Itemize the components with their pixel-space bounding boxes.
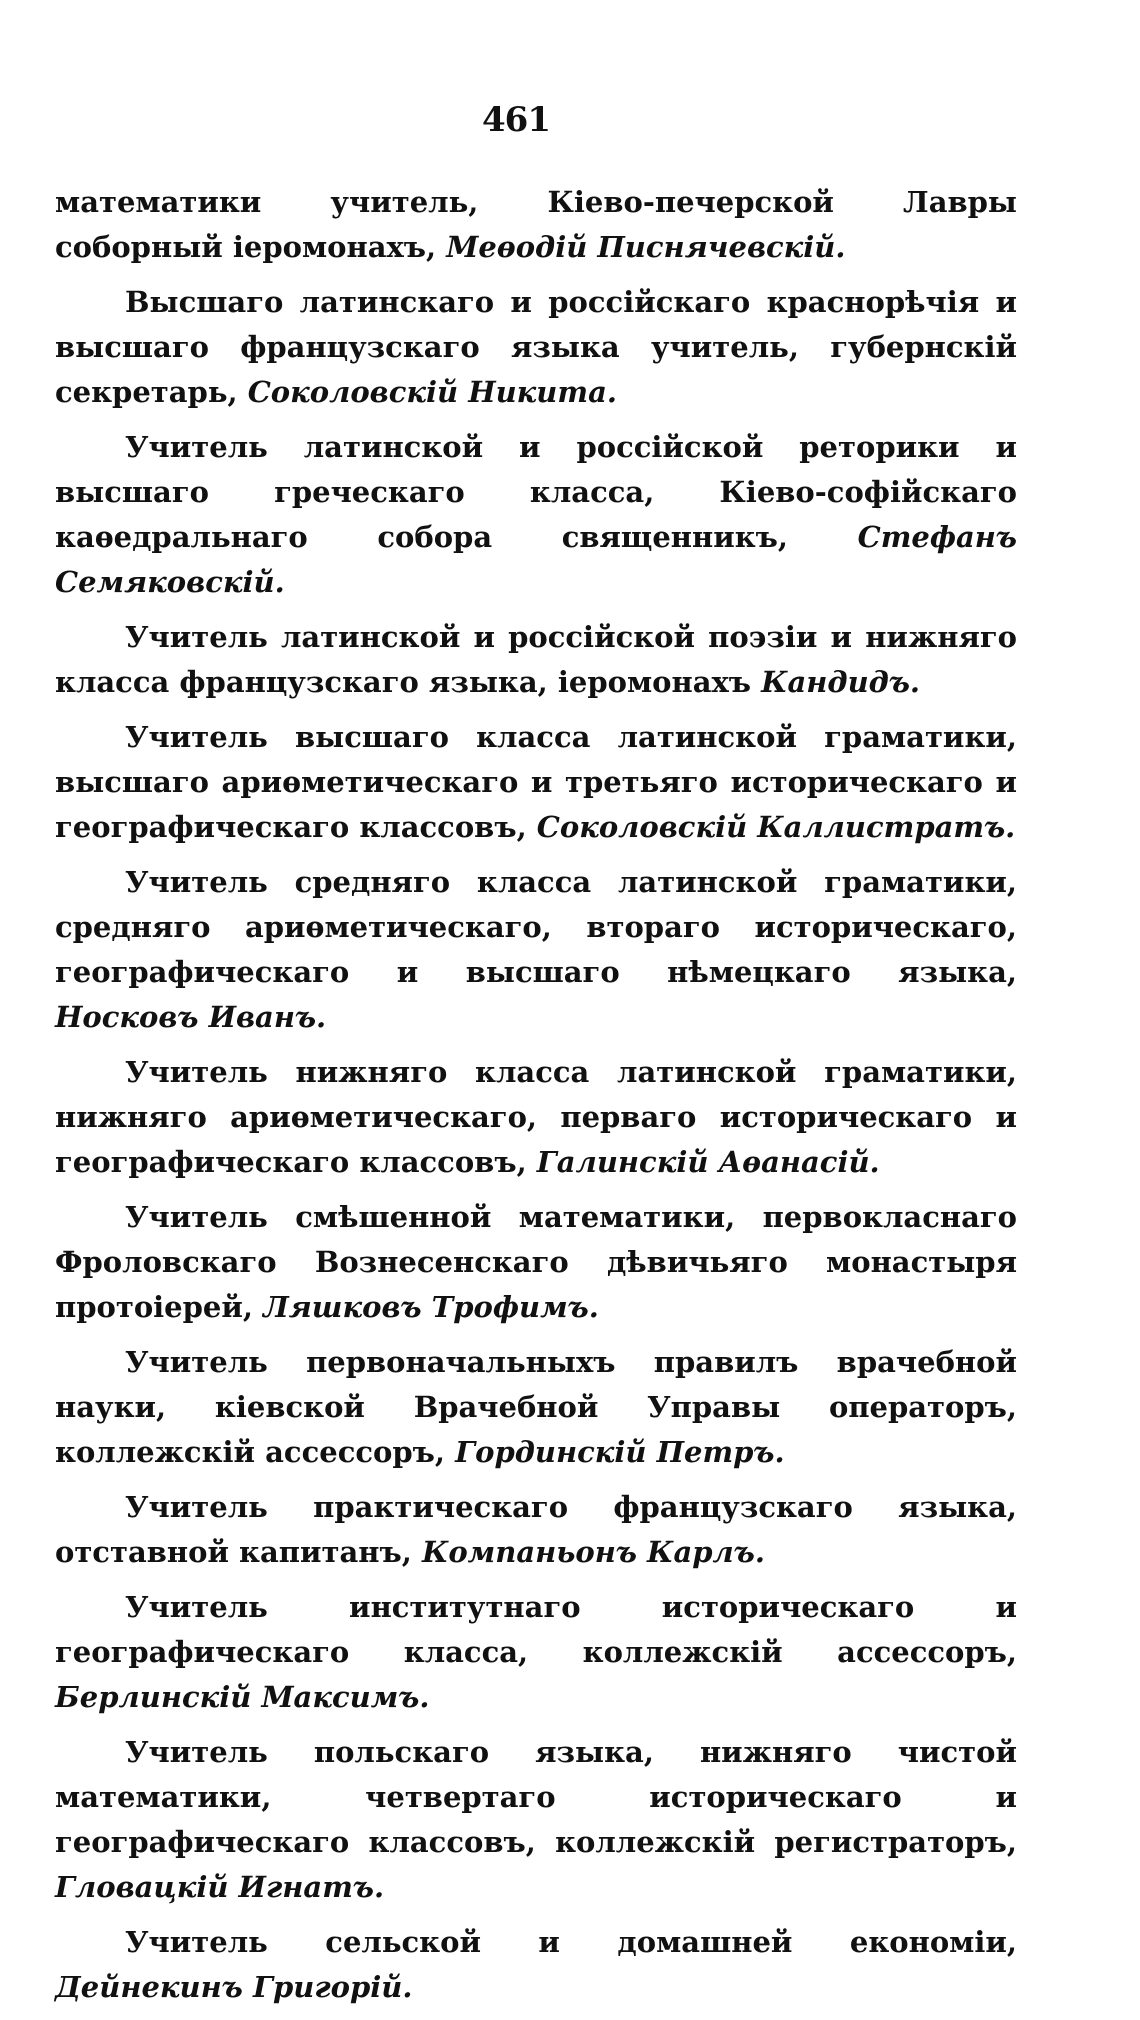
- person-name: Гловацкій Игнатъ.: [55, 1870, 385, 1904]
- paragraph-8: [55, 1195, 1017, 1330]
- paragraph-text: Учитель высшаго класса латинской граматики, высшаго ариѳметическаго и третьяго историческаго и географическаго классовъ,: [55, 720, 1017, 844]
- person-name: Меѳодій Писнячевскій.: [446, 230, 846, 264]
- person-name: Дейнекинъ Григорій.: [55, 1970, 413, 2004]
- paragraph-text: Учитель институтнаго историческаго и географическаго класса, коллежскій ассессоръ,: [55, 1590, 1017, 1669]
- paragraph-text: Учитель польскаго языка, нижняго чистой математики, четвертаго историческаго и географическаго классовъ, коллежскій регистраторъ,: [55, 1735, 1017, 1859]
- paragraph-text: Учитель средняго класса латинской граматики, средняго ариѳметическаго, втораго историческаго, географическаго и высшаго нѣмецкаго языка,: [55, 865, 1017, 989]
- paragraph-text: Учитель латинской и россійской реторики и высшаго греческаго класса, Кіево-софійскаго каѳедральнаго собора священникъ,: [55, 430, 1017, 554]
- paragraph-9: [55, 1340, 1017, 1475]
- person-name: Гординскій Петръ.: [455, 1435, 785, 1469]
- person-name: Берлинскій Максимъ.: [55, 1680, 430, 1714]
- person-name: Соколовскій Никита.: [247, 375, 617, 409]
- person-name: Стефанъ Семяковскій.: [55, 520, 1017, 599]
- person-name: Компаньонъ Карлъ.: [421, 1535, 765, 1569]
- paragraph-6: [55, 860, 1017, 1040]
- paragraph-text: Учитель нижняго класса латинской граматики, нижняго ариѳметическаго, перваго историческаго и географическаго классовъ,: [55, 1055, 1017, 1179]
- paragraph-12: [55, 1730, 1017, 1910]
- paragraph-text: Учитель латинской и россійской поэзіи и нижняго класса французскаго языка, іеромонахъ: [55, 620, 1017, 699]
- paragraph-4: [55, 615, 1017, 705]
- paragraph-5: [55, 715, 1017, 850]
- paragraph-text: математики учитель, Кіево-печерской Лавры соборный іеромонахъ,: [55, 185, 1017, 264]
- person-name: Ляшковъ Трофимъ.: [263, 1290, 599, 1324]
- paragraph-1: [55, 180, 1017, 270]
- person-name: Кандидъ.: [761, 665, 921, 699]
- paragraph-text: Высшаго латинскаго и россійскаго краснорѣчія и высшаго французскаго языка учитель, губернскій секретарь,: [55, 285, 1017, 409]
- paragraph-text: Учитель первоначальныхъ правилъ врачебной науки, кіевской Врачебной Управы операторъ, коллежскій ассессоръ,: [55, 1345, 1017, 1469]
- paragraph-7: [55, 1050, 1017, 1185]
- paragraph-2: [55, 280, 1017, 415]
- paragraph-11: [55, 1585, 1017, 1720]
- paragraph-text: Учитель сельской и домашней економіи,: [125, 1925, 1017, 1959]
- paragraph-13: [55, 1920, 1017, 2010]
- paragraph-10: [55, 1485, 1017, 1575]
- person-name: Соколовскій Каллистратъ.: [536, 810, 1016, 844]
- person-name: Носковъ Иванъ.: [55, 1000, 327, 1034]
- page-number: 461: [482, 100, 550, 140]
- paragraph-text: Учитель смѣшенной математики, первокласнаго Фроловскаго Вознесенскаго дѣвичьяго монастыря протоіерей,: [55, 1200, 1017, 1324]
- page: [55, 100, 1017, 2020]
- paragraph-3: [55, 425, 1017, 605]
- paragraph-text: Учитель практическаго французскаго языка, отставной капитанъ,: [55, 1490, 1017, 1569]
- person-name: Галинскій Аѳанасій.: [536, 1145, 880, 1179]
